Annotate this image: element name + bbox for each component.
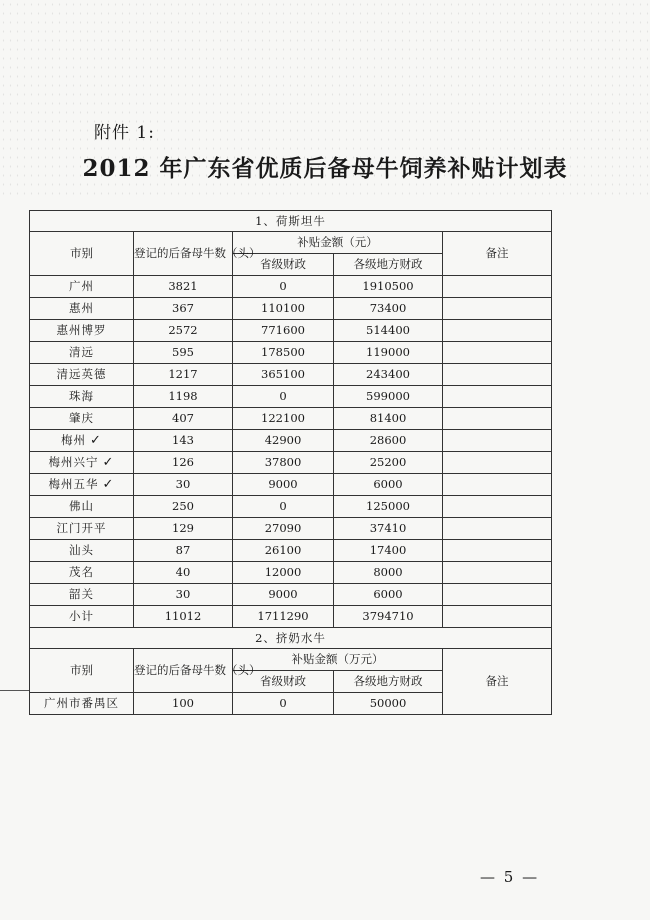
city-cell [30, 474, 134, 496]
local-cell: 125000 [334, 496, 443, 518]
city-name: 珠海 [69, 389, 94, 403]
city-cell [30, 276, 134, 298]
province-cell: 0 [233, 693, 334, 715]
province-cell: 26100 [233, 540, 334, 562]
province-cell: 122100 [233, 408, 334, 430]
table-row [30, 298, 552, 320]
count-cell: 3821 [134, 276, 233, 298]
count-cell: 129 [134, 518, 233, 540]
table-row [30, 474, 552, 496]
checkmark-icon: ✓ [102, 455, 115, 470]
table-row [30, 606, 552, 628]
city-cell [30, 584, 134, 606]
count-cell: 126 [134, 452, 233, 474]
col-province-header: 省级财政 [233, 671, 334, 693]
city-name: 小计 [69, 609, 94, 623]
note-cell [443, 342, 552, 364]
subsidy-table [29, 210, 552, 715]
note-cell [443, 474, 552, 496]
table-row [30, 562, 552, 584]
city-cell [30, 430, 134, 452]
attachment-label: 附件 1: [94, 123, 155, 143]
local-cell: 599000 [334, 386, 443, 408]
note-cell [443, 408, 552, 430]
count-cell: 1198 [134, 386, 233, 408]
province-cell: 0 [233, 496, 334, 518]
section2-heading-row [30, 628, 552, 649]
col-note-header: 备注 [443, 232, 552, 276]
province-cell: 178500 [233, 342, 334, 364]
note-cell [443, 562, 552, 584]
local-cell: 6000 [334, 474, 443, 496]
col-city-header: 市别 [30, 649, 134, 693]
note-cell [443, 364, 552, 386]
city-cell [30, 518, 134, 540]
note-cell [443, 276, 552, 298]
city-name: 梅州兴宁 [48, 455, 99, 469]
count-cell: 367 [134, 298, 233, 320]
table-row [30, 452, 552, 474]
province-cell: 9000 [233, 584, 334, 606]
province-cell: 0 [233, 386, 334, 408]
local-cell: 1910500 [334, 276, 443, 298]
city-cell [30, 386, 134, 408]
city-cell: 广州市番禺区 [30, 693, 134, 715]
col-count-header: 登记的后备母牛数（头） [134, 649, 233, 693]
city-cell [30, 298, 134, 320]
col-note-header: 备注 [443, 649, 552, 715]
local-cell: 73400 [334, 298, 443, 320]
city-name: 广州 [69, 279, 94, 293]
local-cell: 50000 [334, 693, 443, 715]
section2-heading: 2、挤奶水牛 [30, 628, 552, 649]
city-name: 江门开平 [56, 521, 107, 535]
count-cell: 100 [134, 693, 233, 715]
city-cell [30, 606, 134, 628]
city-name: 清远 [69, 345, 94, 359]
section2-header-row [30, 649, 552, 671]
count-cell: 143 [134, 430, 233, 452]
note-cell [443, 606, 552, 628]
province-cell: 1711290 [233, 606, 334, 628]
table-row [30, 320, 552, 342]
city-name: 韶关 [69, 587, 94, 601]
city-name: 梅州 [61, 433, 87, 447]
province-cell: 42900 [233, 430, 334, 452]
province-cell: 110100 [233, 298, 334, 320]
table-row [30, 518, 552, 540]
city-name: 肇庆 [69, 411, 94, 425]
note-cell [443, 584, 552, 606]
local-cell: 81400 [334, 408, 443, 430]
local-cell: 3794710 [334, 606, 443, 628]
province-cell: 37800 [233, 452, 334, 474]
city-cell [30, 408, 134, 430]
count-cell: 407 [134, 408, 233, 430]
local-cell: 28600 [334, 430, 443, 452]
note-cell [443, 496, 552, 518]
table-row [30, 584, 552, 606]
table-row [30, 386, 552, 408]
province-cell: 27090 [233, 518, 334, 540]
table-row [30, 430, 552, 452]
table-row [30, 342, 552, 364]
col-local-header: 各级地方财政 [334, 671, 443, 693]
margin-mark [0, 690, 30, 691]
city-cell [30, 562, 134, 584]
count-cell: 595 [134, 342, 233, 364]
section1-heading-row [30, 211, 552, 232]
note-cell [443, 540, 552, 562]
province-cell: 12000 [233, 562, 334, 584]
local-cell: 514400 [334, 320, 443, 342]
city-name: 佛山 [69, 499, 94, 513]
count-cell: 1217 [134, 364, 233, 386]
city-cell [30, 364, 134, 386]
local-cell: 243400 [334, 364, 443, 386]
section1-heading: 1、荷斯坦牛 [30, 211, 552, 232]
table-row [30, 408, 552, 430]
col-subsidy-header: 补贴金额（元） [233, 232, 443, 254]
col-city-header: 市别 [30, 232, 134, 276]
table-row [30, 496, 552, 518]
city-name: 清远英德 [56, 367, 107, 381]
checkmark-icon: ✓ [102, 477, 115, 492]
section1-header-row [30, 232, 552, 254]
col-count-header: 登记的后备母牛数（头） [134, 232, 233, 276]
note-cell [443, 430, 552, 452]
count-cell: 30 [134, 474, 233, 496]
province-cell: 0 [233, 276, 334, 298]
checkmark-icon: ✓ [90, 433, 102, 448]
note-cell [443, 320, 552, 342]
count-cell: 40 [134, 562, 233, 584]
count-cell: 2572 [134, 320, 233, 342]
count-cell: 11012 [134, 606, 233, 628]
note-cell [443, 518, 552, 540]
city-cell [30, 452, 134, 474]
document-title: 2012 年广东省优质后备母牛饲养补贴计划表 [82, 155, 568, 182]
city-name: 惠州博罗 [56, 323, 107, 337]
count-cell: 87 [134, 540, 233, 562]
local-cell: 25200 [334, 452, 443, 474]
city-name: 梅州五华 [48, 477, 99, 491]
note-cell [443, 386, 552, 408]
local-cell: 17400 [334, 540, 443, 562]
city-cell [30, 320, 134, 342]
province-cell: 9000 [233, 474, 334, 496]
table-row [30, 540, 552, 562]
province-cell: 365100 [233, 364, 334, 386]
note-cell [443, 452, 552, 474]
province-cell: 771600 [233, 320, 334, 342]
local-cell: 119000 [334, 342, 443, 364]
city-cell [30, 342, 134, 364]
col-local-header: 各级地方财政 [334, 254, 443, 276]
count-cell: 250 [134, 496, 233, 518]
local-cell: 37410 [334, 518, 443, 540]
page-number: — 5 — [480, 868, 540, 886]
col-province-header: 省级财政 [233, 254, 334, 276]
city-name: 汕头 [69, 543, 94, 557]
note-cell [443, 298, 552, 320]
col-subsidy-header: 补贴金额（万元） [233, 649, 443, 671]
city-name: 惠州 [69, 301, 94, 315]
city-name: 茂名 [69, 565, 94, 579]
city-cell [30, 540, 134, 562]
table-row [30, 276, 552, 298]
local-cell: 8000 [334, 562, 443, 584]
local-cell: 6000 [334, 584, 443, 606]
count-cell: 30 [134, 584, 233, 606]
table-row [30, 364, 552, 386]
city-cell [30, 496, 134, 518]
